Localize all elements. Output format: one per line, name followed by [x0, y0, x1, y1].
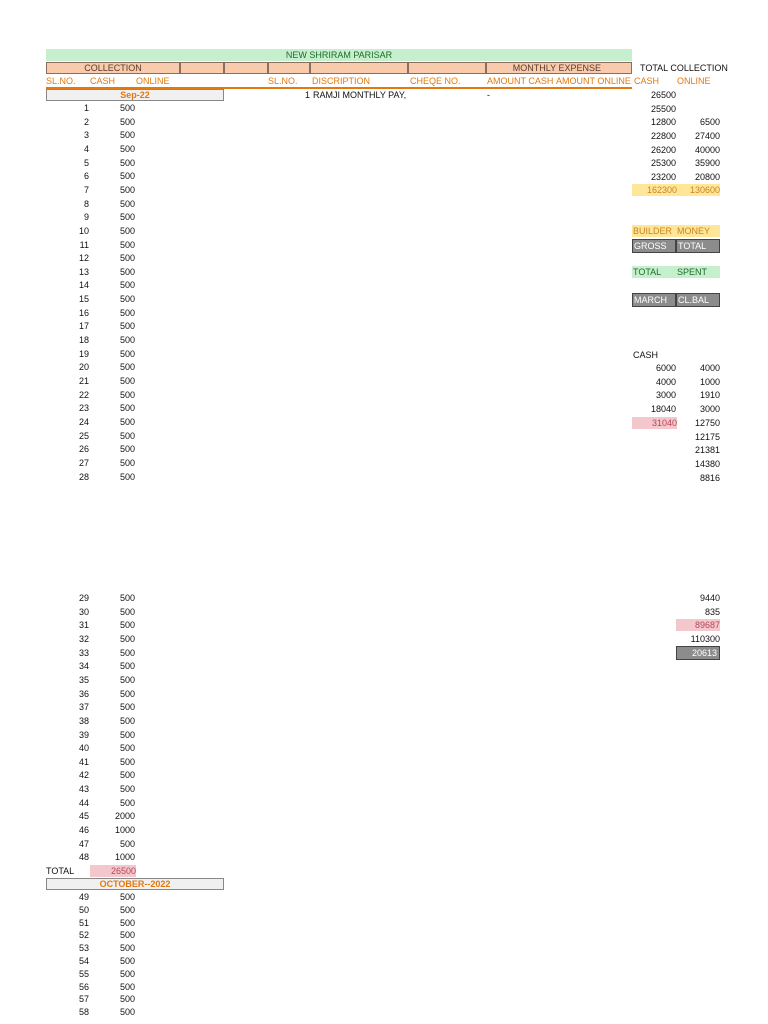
row-sl-no: 9	[83, 212, 89, 223]
gross-cell: GROSS	[632, 239, 676, 253]
row-sl-no: 20	[78, 362, 89, 373]
row-cash-value: 500	[119, 266, 135, 277]
row-cash-value: 500	[119, 321, 135, 332]
row-cash-value: 500	[119, 1007, 135, 1018]
row-cash-value: 500	[119, 647, 135, 658]
col-amount-online: AMOUNT ONLINE	[556, 76, 631, 86]
builder-label: BUILDER	[633, 226, 673, 236]
row-cash-value: 500	[119, 184, 135, 195]
row-cash-value: 500	[119, 715, 135, 726]
row-sl-no: 50	[78, 904, 89, 915]
row-cash-value: 500	[119, 904, 135, 915]
header-cell-blank	[268, 62, 310, 74]
row-sl-no: 32	[78, 633, 89, 644]
row-cash-value: 500	[119, 838, 135, 849]
cash-col2-value: 21381	[694, 445, 720, 456]
row-cash-value: 500	[119, 457, 135, 468]
total-label-green: TOTAL	[633, 267, 662, 277]
row-cash-value: 500	[119, 348, 135, 359]
row-cash-value: 500	[119, 729, 135, 740]
row-sl-no: 31	[78, 620, 89, 631]
row-sl-no: 40	[78, 743, 89, 754]
row-sl-no: 52	[78, 930, 89, 941]
row-cash-value: 500	[119, 674, 135, 685]
row-cash-value: 500	[119, 702, 135, 713]
row-cash-value: 500	[119, 198, 135, 209]
builder-money-row	[632, 225, 720, 237]
expense-amount-cash: -	[487, 90, 490, 100]
col-cheque-no: CHEQE NO.	[410, 76, 461, 86]
row-cash-value: 500	[119, 633, 135, 644]
row-sl-no: 58	[78, 1007, 89, 1018]
month-label-sep: Sep-22	[46, 89, 224, 101]
col-amount-cash: AMOUNT CASH	[487, 76, 554, 86]
monthly-expense-header: MONTHLY EXPENSE	[486, 62, 632, 74]
total-cell: TOTAL	[676, 239, 720, 253]
cash-label: CASH	[633, 350, 659, 360]
row-sl-no: 34	[78, 661, 89, 672]
row-cash-value: 1000	[114, 852, 135, 863]
row-cash-value: 500	[119, 606, 135, 617]
cash-col1-value: 4000	[655, 376, 676, 387]
row-sl-no: 49	[78, 892, 89, 902]
row-sl-no: 39	[78, 729, 89, 740]
collection-header: COLLECTION	[46, 62, 180, 74]
row-sl-no: 46	[78, 825, 89, 836]
row-sl-no: 28	[78, 471, 89, 482]
tc-cash-value: 25500	[650, 103, 676, 114]
row-cash-value: 500	[119, 294, 135, 305]
cash-col2-value: 1910	[699, 390, 720, 401]
tc-online-value: 6500	[699, 117, 720, 128]
right-gray-value: 20613	[676, 646, 720, 660]
row-sl-no: 24	[78, 416, 89, 427]
tc-sum-online: 130600	[677, 184, 720, 196]
row-sl-no: 41	[78, 756, 89, 767]
expense-sl: 1	[304, 90, 310, 100]
header-cell-blank	[408, 62, 486, 74]
total-spent-row	[632, 266, 720, 278]
cash-col1-value: 3000	[655, 390, 676, 401]
row-sl-no: 30	[78, 606, 89, 617]
row-cash-value: 500	[119, 917, 135, 928]
row-sl-no: 45	[78, 811, 89, 822]
row-sl-no: 47	[78, 838, 89, 849]
header-cell-blank	[310, 62, 408, 74]
row-cash-value: 500	[119, 444, 135, 455]
row-sl-no: 11	[79, 239, 89, 250]
row-cash-value: 500	[119, 307, 135, 318]
col-online: ONLINE	[136, 76, 170, 86]
row-sl-no: 19	[78, 348, 89, 359]
expense-description: RAMJI MONTHLY PAY,	[313, 90, 407, 100]
row-cash-value: 500	[119, 130, 135, 141]
row-cash-value: 1000	[114, 825, 135, 836]
row-sl-no: 3	[83, 130, 89, 141]
row-sl-no: 23	[78, 403, 89, 414]
tc-cash-value: 25300	[650, 158, 676, 169]
cash-col2-value: 1000	[699, 376, 720, 387]
total-collection-header: TOTAL COLLECTION	[640, 63, 728, 73]
row-sl-no: 37	[78, 702, 89, 713]
tc-online-value: 35900	[694, 158, 720, 169]
row-sl-no: 7	[83, 184, 89, 195]
row-cash-value: 2000	[114, 811, 135, 822]
spent-label: SPENT	[677, 267, 708, 277]
row-cash-value: 500	[119, 892, 135, 902]
row-sl-no: 44	[78, 797, 89, 808]
row-sl-no: 53	[78, 943, 89, 954]
row-sl-no: 1	[83, 103, 89, 113]
row-cash-value: 500	[119, 943, 135, 954]
right-lower-value: 9440	[699, 593, 720, 603]
row-sl-no: 14	[78, 280, 89, 291]
row-sl-no: 2	[83, 116, 89, 127]
cash-col2-value: 14380	[694, 458, 720, 469]
tc-sum-cash: 162300	[632, 184, 677, 196]
row-cash-value: 500	[119, 956, 135, 966]
row-sl-no: 36	[78, 688, 89, 699]
col-sl-no: SL.NO.	[46, 76, 76, 86]
tc-cash-value: 26200	[650, 144, 676, 155]
tc-online-value: 20800	[694, 171, 720, 182]
row-cash-value: 500	[119, 430, 135, 441]
right-pink-value: 89687	[676, 619, 720, 631]
row-sl-no: 56	[78, 981, 89, 992]
cash-col2-value: 8816	[699, 472, 720, 483]
row-sl-no: 33	[78, 647, 89, 658]
row-cash-value: 500	[119, 416, 135, 427]
row-sl-no: 18	[78, 335, 89, 346]
right-lower-value: 835	[704, 606, 720, 617]
cl-bal-cell: CL.BAL	[676, 293, 720, 307]
row-cash-value: 500	[119, 968, 135, 979]
col-cash: CASH	[90, 76, 116, 86]
right-plain-value: 110300	[690, 634, 720, 644]
row-sl-no: 16	[78, 307, 89, 318]
row-cash-value: 500	[119, 103, 135, 113]
col-tc-cash: CASH	[634, 76, 660, 86]
row-cash-value: 500	[119, 239, 135, 250]
row-cash-value: 500	[119, 389, 135, 400]
cash-col1-value: 18040	[650, 403, 676, 414]
march-cell: MARCH	[632, 293, 676, 307]
sep-total-value: 26500	[90, 865, 136, 877]
row-cash-value: 500	[119, 981, 135, 992]
row-cash-value: 500	[119, 143, 135, 154]
row-sl-no: 54	[78, 956, 89, 966]
row-cash-value: 500	[119, 116, 135, 127]
tc-cash-value: 22800	[650, 130, 676, 141]
row-sl-no: 42	[78, 770, 89, 781]
row-cash-value: 500	[119, 225, 135, 236]
row-sl-no: 38	[78, 715, 89, 726]
row-cash-value: 500	[119, 661, 135, 672]
row-sl-no: 55	[78, 968, 89, 979]
cash-sum: 31040	[632, 417, 677, 429]
row-cash-value: 500	[119, 280, 135, 291]
row-cash-value: 500	[119, 471, 135, 482]
row-cash-value: 500	[119, 620, 135, 631]
row-sl-no: 29	[78, 593, 89, 603]
total-label: TOTAL	[46, 866, 75, 876]
row-cash-value: 500	[119, 362, 135, 373]
tc-online-value: 40000	[694, 144, 720, 155]
row-sl-no: 8	[83, 198, 89, 209]
tc-cash-value: 23200	[650, 171, 676, 182]
col-exp-sl-no: SL.NO.	[268, 76, 298, 86]
row-cash-value: 500	[119, 376, 135, 386]
row-sl-no: 4	[83, 143, 89, 154]
cash-col2-value: 12175	[694, 431, 720, 442]
row-sl-no: 57	[78, 994, 89, 1005]
row-cash-value: 500	[119, 994, 135, 1005]
row-sl-no: 13	[78, 266, 89, 277]
row-cash-value: 500	[119, 253, 135, 264]
row-cash-value: 500	[119, 743, 135, 754]
col-tc-online: ONLINE	[677, 76, 711, 86]
row-sl-no: 25	[78, 430, 89, 441]
row-sl-no: 48	[78, 852, 89, 863]
cash-col2-value: 3000	[699, 403, 720, 414]
row-cash-value: 500	[119, 930, 135, 941]
row-sl-no: 27	[78, 457, 89, 468]
tc-cash-value: 12800	[650, 117, 676, 128]
row-cash-value: 500	[119, 171, 135, 182]
row-cash-value: 500	[119, 770, 135, 781]
row-sl-no: 26	[78, 444, 89, 455]
sheet-title: NEW SHRIRAM PARISAR	[46, 49, 632, 61]
row-sl-no: 35	[78, 674, 89, 685]
header-cell-blank	[180, 62, 224, 74]
row-sl-no: 17	[78, 321, 89, 332]
row-sl-no: 21	[78, 376, 89, 386]
row-cash-value: 500	[119, 335, 135, 346]
row-sl-no: 15	[78, 294, 89, 305]
row-sl-no: 43	[78, 784, 89, 795]
row-sl-no: 12	[78, 253, 89, 264]
money-label: MONEY	[677, 226, 711, 236]
row-cash-value: 500	[119, 756, 135, 767]
col-description: DISCRIPTION	[312, 76, 371, 86]
row-cash-value: 500	[119, 403, 135, 414]
row-sl-no: 10	[78, 225, 89, 236]
row-sl-no: 51	[78, 917, 89, 928]
row-cash-value: 500	[119, 688, 135, 699]
cash-col2-value: 4000	[699, 363, 720, 373]
cash-col1-value: 6000	[655, 363, 676, 373]
row-cash-value: 500	[119, 157, 135, 168]
cash-col2-value: 12750	[694, 418, 720, 428]
tc-online-value: 27400	[694, 130, 720, 141]
tc-cash-value: 26500	[650, 90, 676, 100]
row-cash-value: 500	[119, 797, 135, 808]
row-sl-no: 6	[83, 171, 89, 182]
row-cash-value: 500	[119, 784, 135, 795]
row-cash-value: 500	[119, 212, 135, 223]
month-label-oct: OCTOBER--2022	[46, 878, 224, 890]
row-sl-no: 22	[78, 389, 89, 400]
header-cell-blank	[224, 62, 268, 74]
row-cash-value: 500	[119, 593, 135, 603]
row-sl-no: 5	[83, 157, 89, 168]
